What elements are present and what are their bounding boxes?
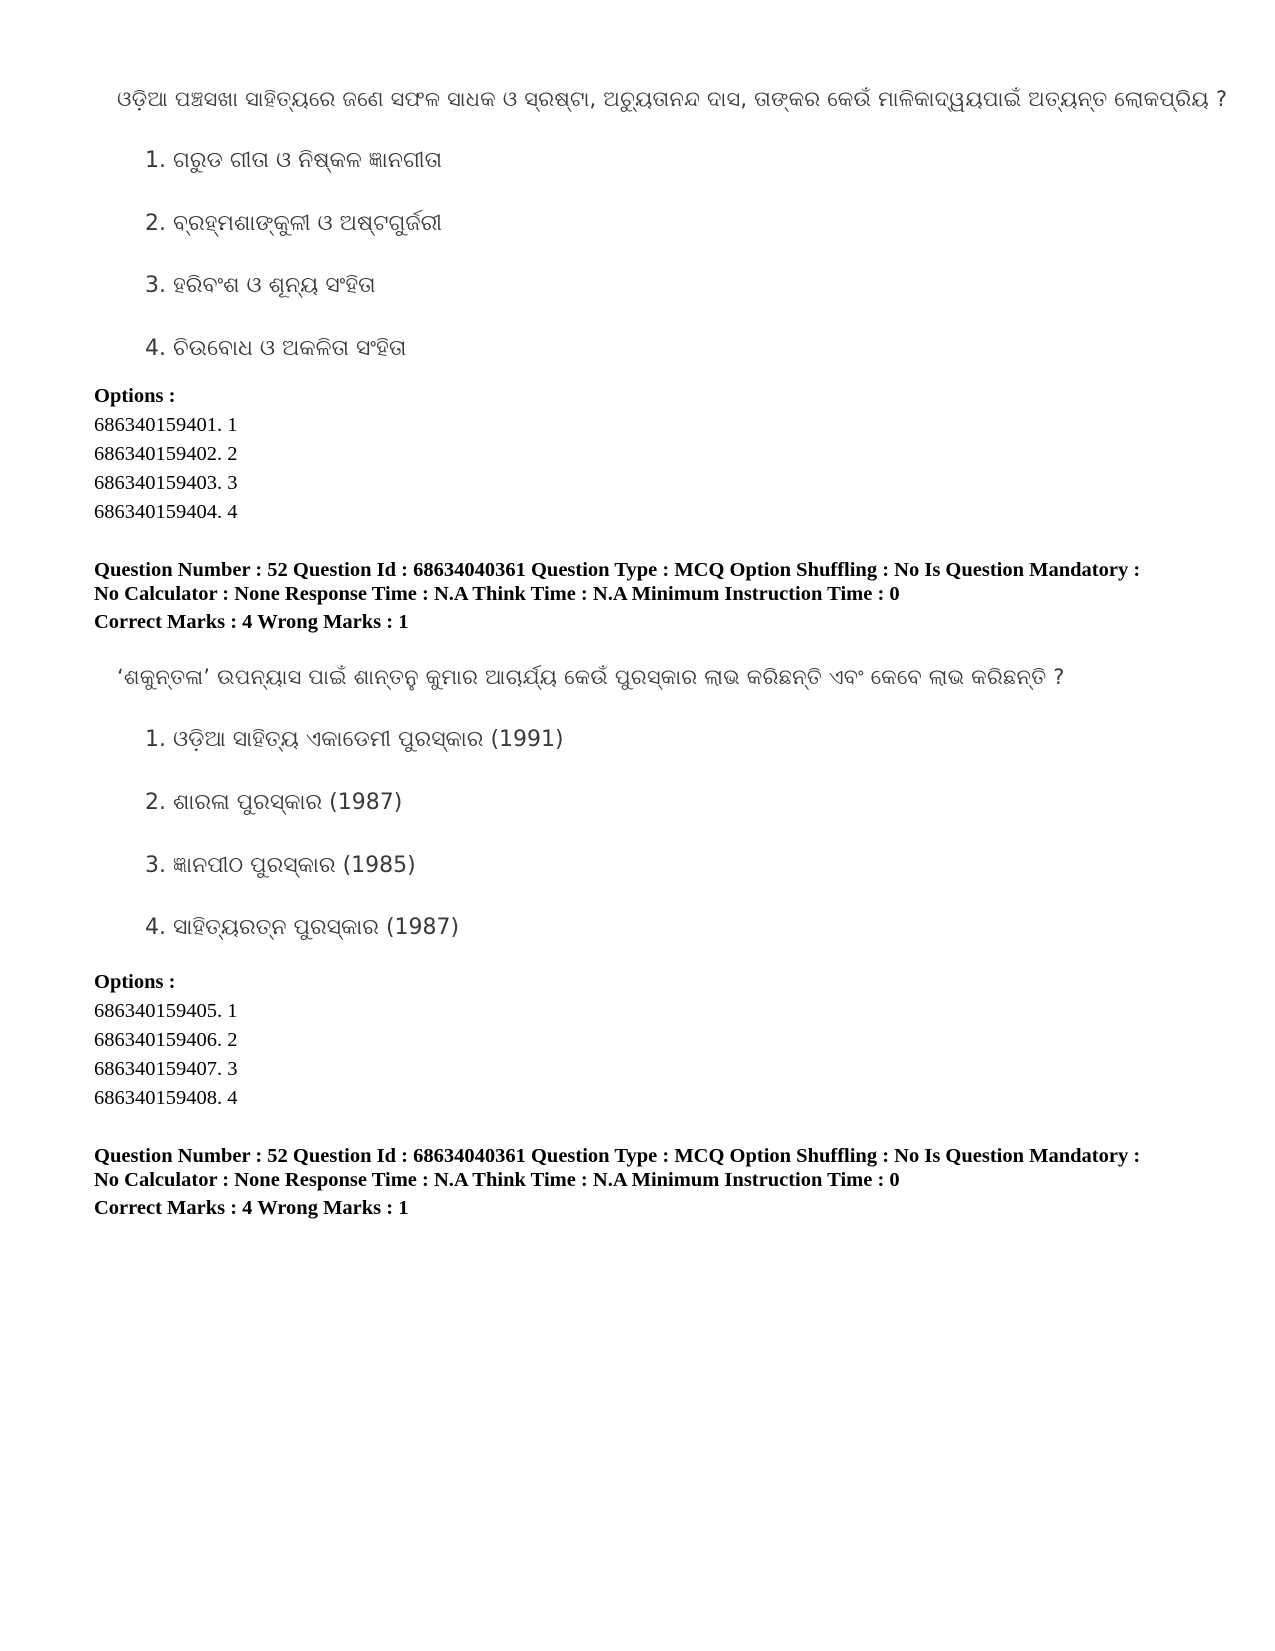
question-meta-line: No Calculator : None Response Time : N.A Think Time : N.A Minimum Instruction Time : 0 — [94, 1169, 900, 1191]
options-label: Options : — [94, 385, 176, 407]
question-stem: ‘ଶକୁନ୍ତଳା’ ଉପନ୍ୟାସ ପାଇଁ ଶାନ୍ତନୁ କୁମାର ଆଚାର୍ଯ୍ୟ କେଉଁ ପୁରସ୍କାର ଲାଭ କରିଛନ୍ତି ଏବଂ କେବେ ଲାଭ କରିଛନ୍ତି ? — [117, 665, 1065, 689]
option-item: 686340159407. 3 — [94, 1058, 238, 1080]
question-meta — [94, 1144, 1214, 1220]
question-choice: 1. ଗରୁଡ ଗୀତା ଓ ନିଷ୍କଳ ଜ୍ଞାନଗୀତା — [145, 148, 443, 173]
question-choice: 3. ଜ୍ଞାନପୀଠ ପୁରସ୍କାର (1985) — [145, 853, 416, 878]
option-item: 686340159408. 4 — [94, 1087, 238, 1109]
marks-line: Correct Marks : 4 Wrong Marks : 1 — [94, 611, 409, 633]
option-item: 686340159405. 1 — [94, 1000, 238, 1022]
option-item: 686340159404. 4 — [94, 501, 238, 523]
question-meta-line: Question Number : 52 Question Id : 68634040361 Question Type : MCQ Option Shuffling : No Is Question Mandatory : — [94, 1145, 1141, 1167]
question-choice: 4. ସାହିତ୍ୟରତ୍ନ ପୁରସ୍କାର (1987) — [145, 915, 460, 940]
question-choice: 2. ଶାରଳା ପୁରସ୍କାର (1987) — [145, 790, 403, 815]
option-item: 686340159406. 2 — [94, 1029, 238, 1051]
question-choice: 1. ଓଡ଼ିଆ ସାହିତ୍ୟ ଏକାଡେମୀ ପୁରସ୍କାର (1991) — [145, 727, 564, 752]
question-meta — [94, 558, 1214, 634]
options-label: Options : — [94, 971, 176, 993]
question-choice: 2. ବ୍ରହ୍ମଶାଙ୍କୁଳୀ ଓ ଅଷ୍ଟଗୁର୍ଜରୀ — [145, 211, 443, 236]
options-list — [94, 968, 238, 1113]
question-choice: 3. ହରିବଂଶ ଓ ଶୂନ୍ୟ ସଂହିତା — [145, 273, 376, 298]
question-meta-line: Question Number : 52 Question Id : 68634040361 Question Type : MCQ Option Shuffling : No Is Question Mandatory : — [94, 559, 1141, 581]
option-item: 686340159401. 1 — [94, 414, 238, 436]
marks-line: Correct Marks : 4 Wrong Marks : 1 — [94, 1197, 409, 1219]
options-list — [94, 382, 238, 527]
option-item: 686340159403. 3 — [94, 472, 238, 494]
question-choice: 4. ଚିଉବୋଧ ଓ ଅକଳିତା ସଂହିତା — [145, 336, 407, 361]
question-meta-line: No Calculator : None Response Time : N.A Think Time : N.A Minimum Instruction Time : 0 — [94, 583, 900, 605]
option-item: 686340159402. 2 — [94, 443, 238, 465]
question-stem: ଓଡ଼ିଆ ପଞ୍ଚସଖା ସାହିତ୍ୟରେ ଜଣେ ସଫଳ ସାଧକ ଓ ସ୍ରଷ୍ଟା, ଅଚ୍ୟୁତାନନ୍ଦ ଦାସ, ତାଙ୍କର କେଉଁ ମାଳିକାଦ୍ୱୟପାଇଁ ଅତ୍ୟନ୍ତ ଲୋକପ୍ରିୟ ? — [117, 87, 1228, 111]
